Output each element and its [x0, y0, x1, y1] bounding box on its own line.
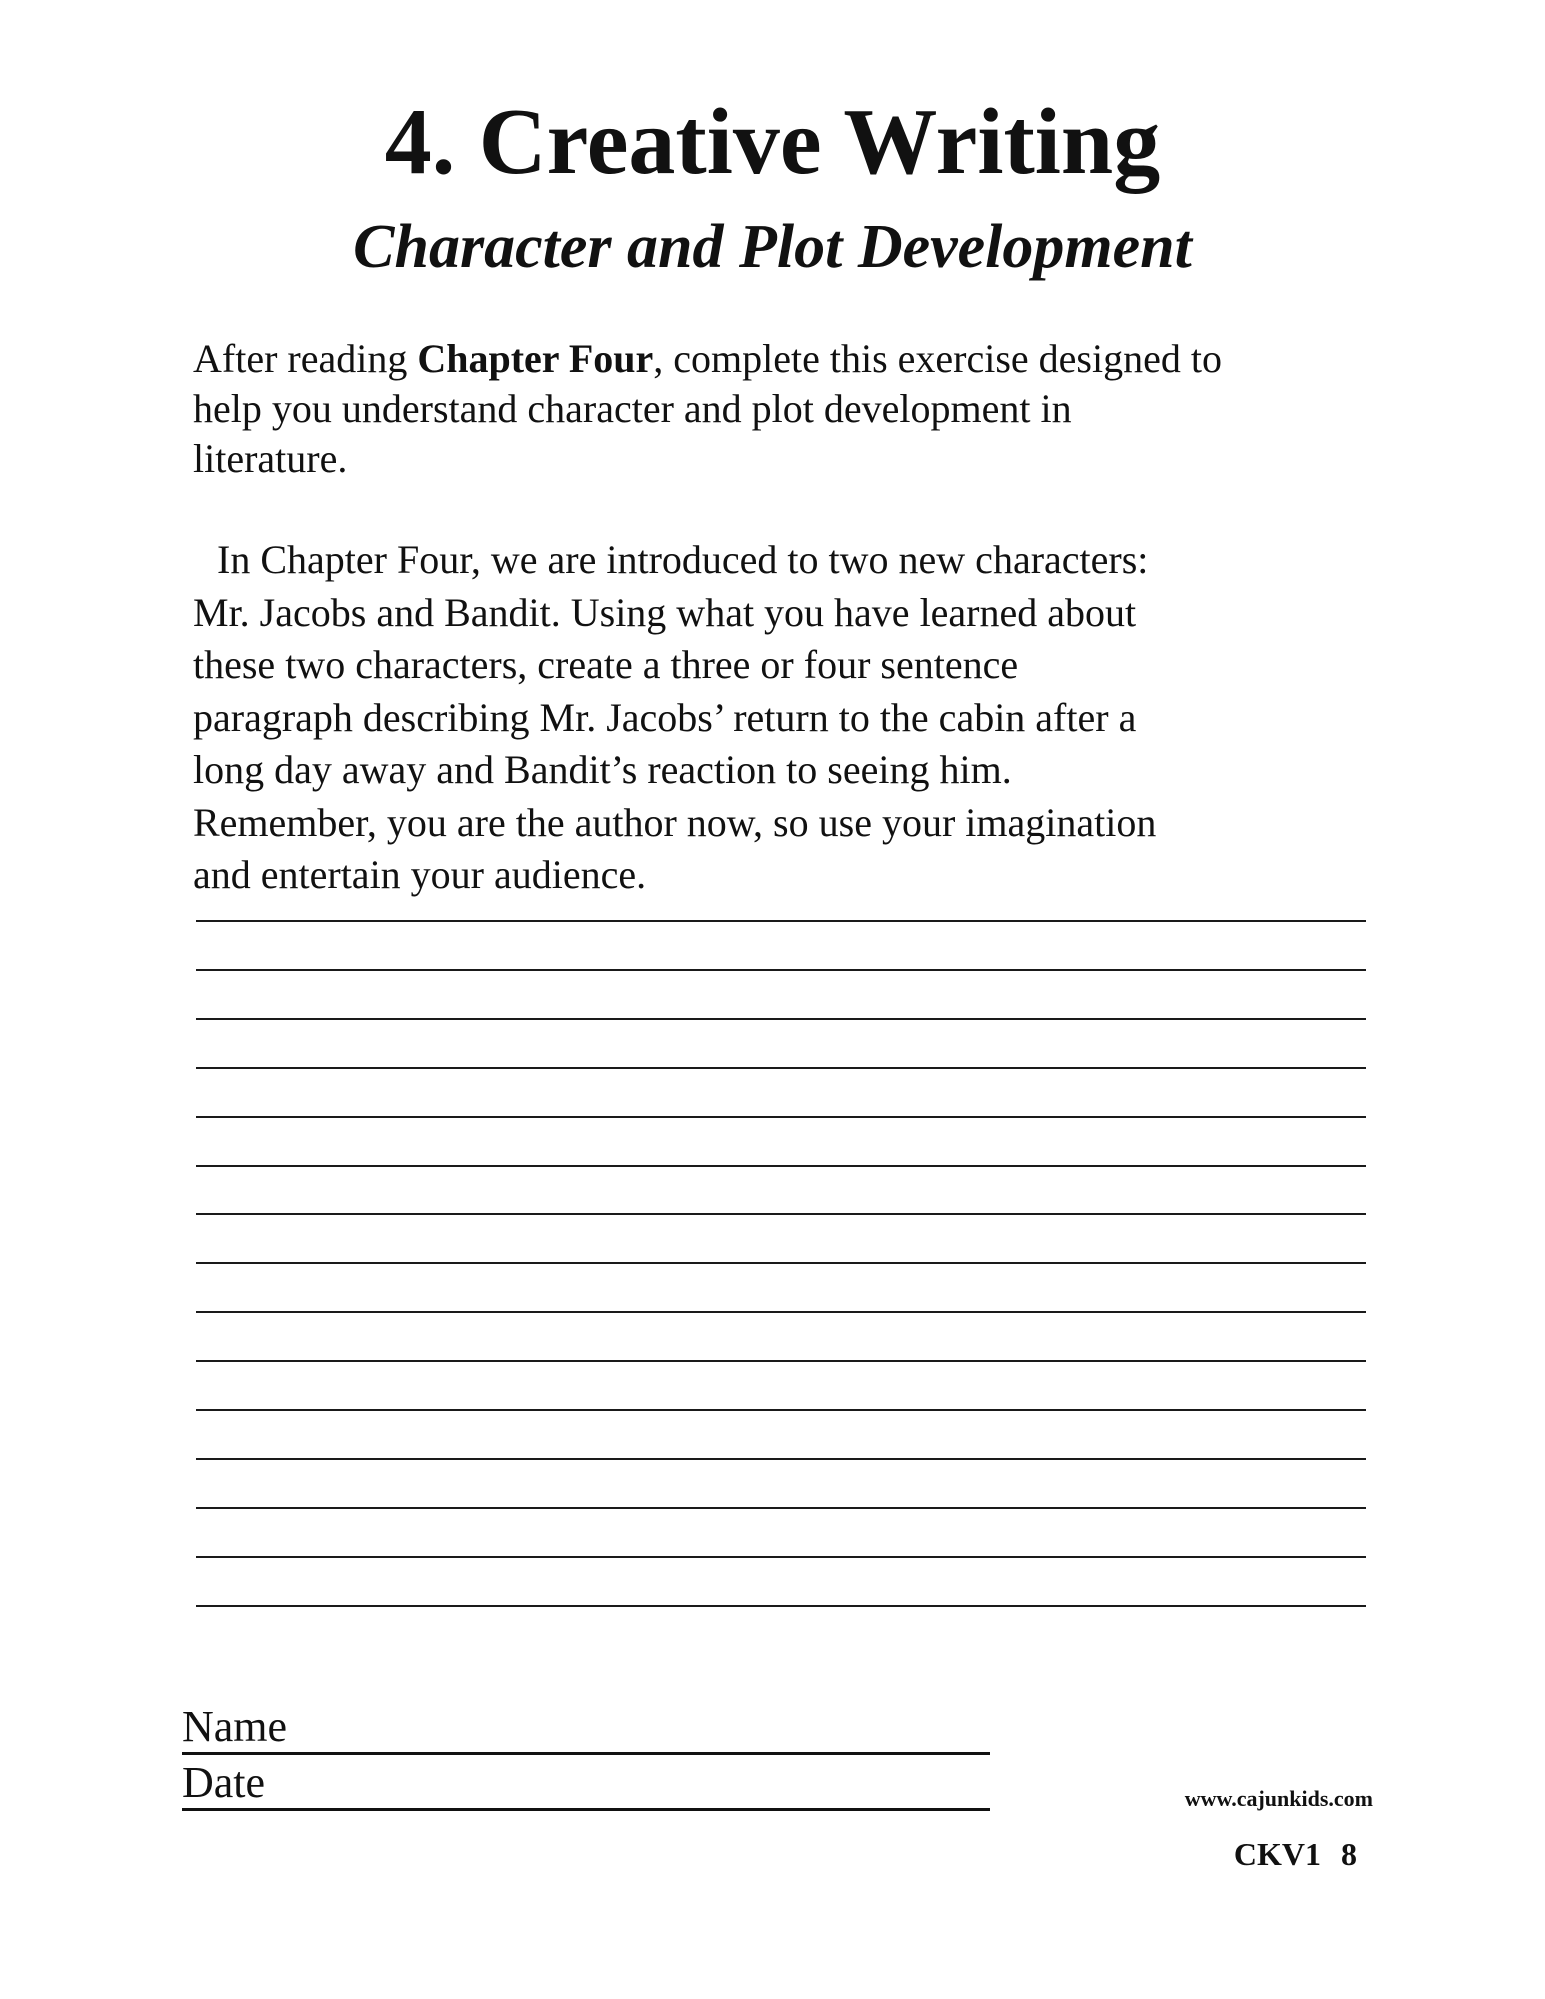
instruction-line: In Chapter Four, we are introduced to two new characters: [217, 537, 1149, 582]
page-title: 4. Creative Writing [384, 90, 1161, 194]
writing-line[interactable] [196, 1311, 1366, 1313]
writing-line[interactable] [196, 1507, 1366, 1509]
writing-line[interactable] [196, 969, 1366, 971]
writing-line[interactable] [196, 1067, 1366, 1069]
writing-line[interactable] [196, 1213, 1366, 1215]
instruction-line: long day away and Bandit’s reaction to seeing him. [193, 747, 1012, 792]
date-underline[interactable] [182, 1808, 990, 1811]
intro-line-3: literature. [193, 436, 348, 481]
page-subtitle: Character and Plot Development [353, 213, 1192, 281]
writing-line[interactable] [196, 1018, 1366, 1020]
writing-line[interactable] [196, 1605, 1366, 1607]
instruction-line: Remember, you are the author now, so use your imagination [193, 799, 1157, 845]
writing-line[interactable] [196, 1360, 1366, 1362]
intro-chapter-bold: Chapter Four [417, 336, 654, 381]
writing-line[interactable] [196, 1262, 1366, 1264]
intro-paragraph [193, 334, 1393, 484]
writing-line[interactable] [196, 1556, 1366, 1558]
writing-line[interactable] [196, 1165, 1366, 1167]
series-code: CKV1 [1233, 1836, 1321, 1872]
instruction-line: Mr. Jacobs and Bandit. Using what you have learned about [193, 589, 1137, 635]
writing-line[interactable] [196, 1409, 1366, 1411]
intro-text-end: , complete this exercise designed to [653, 336, 1222, 381]
intro-text-start: After reading [193, 336, 418, 381]
instruction-line: these two characters, create a three or four sentence [193, 642, 1019, 687]
writing-line[interactable] [196, 1458, 1366, 1460]
date-label: Date [182, 1758, 266, 1807]
instruction-line: paragraph describing Mr. Jacobs’ return to the cabin after a [193, 694, 1137, 740]
page-code [1234, 1834, 1357, 1874]
intro-line-2: help you understand character and plot development in [193, 386, 1072, 431]
instruction-line: and entertain your audience. [193, 852, 647, 897]
writing-line[interactable] [196, 1116, 1366, 1118]
page-number: 8 [1341, 1836, 1357, 1872]
website-url: www.cajunkids.com [1184, 1786, 1373, 1811]
name-underline[interactable] [182, 1752, 990, 1755]
writing-line[interactable] [196, 920, 1366, 922]
name-label: Name [182, 1702, 288, 1751]
instructions-paragraph [193, 534, 1393, 902]
